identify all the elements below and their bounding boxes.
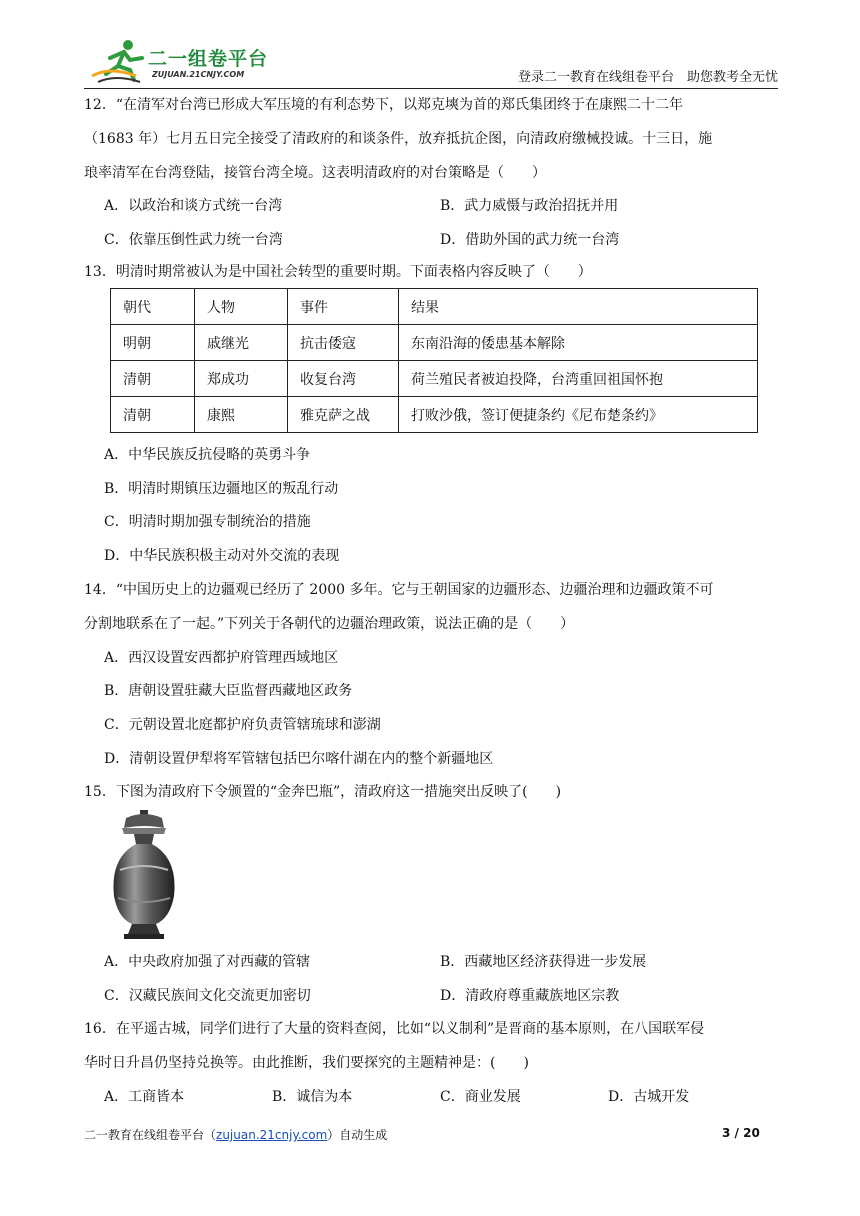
table-cell: 事件 [288, 289, 399, 325]
q14-option-d[interactable]: D．清朝设置伊犁将军管辖包括巴尔喀什湖在内的整个新疆地区 [104, 751, 494, 767]
header-slogan[interactable]: 登录二一教育在线组卷平台 助您教考全无忧 [517, 70, 778, 85]
logo-title: 二一组卷平台 [148, 48, 269, 70]
q12-option-a[interactable]: A．以政治和谈方式统一台湾 [104, 198, 283, 214]
q13-table [110, 288, 758, 433]
q13-option-a[interactable]: A．中华民族反抗侵略的英勇斗争 [104, 447, 311, 463]
q14-option-a[interactable]: A．西汉设置安西都护府管理西域地区 [104, 650, 339, 666]
table-cell: 结果 [399, 289, 758, 325]
site-logo[interactable] [90, 36, 290, 84]
q16-stem-line2: 华时日升昌仍坚持兑换等。由此推断，我们要探究的主题精神是：( ) [84, 1055, 529, 1071]
q13-option-c[interactable]: C．明清时期加强专制统治的措施 [104, 514, 311, 530]
q12-stem-line3: 琅率清军在台湾登陆，接管台湾全境。这表明清政府的对台策略是（ ） [84, 165, 546, 181]
table-cell: 郑成功 [195, 361, 288, 397]
table-cell: 明朝 [111, 325, 195, 361]
table-cell: 清朝 [111, 397, 195, 433]
q12-option-d[interactable]: D．借助外国的武力统一台湾 [440, 232, 620, 248]
q15-option-d[interactable]: D．清政府尊重藏族地区宗教 [440, 988, 620, 1004]
footer-link[interactable]: zujuan.21cnjy.com [216, 1128, 328, 1142]
runner-logo-icon [90, 36, 150, 84]
q14-option-b[interactable]: B．唐朝设置驻藏大臣监督西藏地区政务 [104, 683, 353, 699]
table-cell: 朝代 [111, 289, 195, 325]
q12-stem-line2: （1683 年）七月五日完全接受了清政府的和谈条件，放弃抵抗企图，向清政府缴械投诚。十三日，施 [84, 131, 713, 147]
table-cell: 荷兰殖民者被迫投降，台湾重回祖国怀抱 [399, 361, 758, 397]
table-row [111, 397, 758, 433]
q12-option-b[interactable]: B．武力威慑与政治招抚并用 [440, 198, 619, 214]
q13-option-b[interactable]: B．明清时期镇压边疆地区的叛乱行动 [104, 481, 339, 497]
q13-option-d[interactable]: D．中华民族积极主动对外交流的表现 [104, 548, 340, 564]
q12-stem-line1: 12．“在清军对台湾已形成大军压境的有利态势下，以郑克塽为首的郑氏集团终于在康熙二十二年 [84, 97, 683, 113]
table-cell: 清朝 [111, 361, 195, 397]
page-number: 3 / 20 [722, 1126, 760, 1140]
q15-option-b[interactable]: B．西藏地区经济获得进一步发展 [440, 954, 647, 970]
q16-stem-line1: 16．在平遥古城，同学们进行了大量的资料查阅，比如“以义制利”是晋商的基本原则，在八国联军侵 [84, 1021, 705, 1037]
page-header [84, 36, 778, 89]
footer-source [84, 1126, 387, 1143]
table-cell: 雅克萨之战 [288, 397, 399, 433]
table-cell: 东南沿海的倭患基本解除 [399, 325, 758, 361]
table-cell: 打败沙俄，签订便捷条约《尼布楚条约》 [399, 397, 758, 433]
q14-stem-line1: 14．“中国历史上的边疆观已经历了 2000 多年。它与王朝国家的边疆形态、边疆治理和边疆政策不可 [84, 582, 714, 598]
table-row [111, 325, 758, 361]
table-cell: 抗击倭寇 [288, 325, 399, 361]
q14-option-c[interactable]: C．元朝设置北庭都护府负责管辖琉球和澎湖 [104, 717, 381, 733]
q15-option-a[interactable]: A．中央政府加强了对西藏的管辖 [104, 954, 311, 970]
table-cell: 收复台湾 [288, 361, 399, 397]
q14-stem-line2: 分割地联系在了一起。”下列关于各朝代的边疆治理政策，说法正确的是（ ） [84, 616, 575, 632]
footer-suffix: ）自动生成 [327, 1128, 388, 1142]
footer-prefix: 二一教育在线组卷平台（ [84, 1128, 217, 1142]
q16-option-d[interactable]: D．古城开发 [608, 1089, 690, 1105]
q16-option-c[interactable]: C．商业发展 [440, 1089, 521, 1105]
q12-option-c[interactable]: C．依靠压倒性武力统一台湾 [104, 232, 283, 248]
q15-stem: 15．下图为清政府下令颁置的“金奔巴瓶”，清政府这一措施突出反映了( ) [84, 784, 562, 800]
table-row [111, 361, 758, 397]
table-cell: 康熙 [195, 397, 288, 433]
golden-urn-image [104, 808, 184, 940]
q13-stem: 13．明清时期常被认为是中国社会转型的重要时期。下面表格内容反映了（ ） [84, 264, 592, 280]
table-header-row [111, 289, 758, 325]
q15-option-c[interactable]: C．汉藏民族间文化交流更加密切 [104, 988, 311, 1004]
table-cell: 戚继光 [195, 325, 288, 361]
table-cell: 人物 [195, 289, 288, 325]
q16-option-a[interactable]: A．工商皆本 [104, 1089, 185, 1105]
q16-option-b[interactable]: B．诚信为本 [272, 1089, 353, 1105]
logo-subtitle: ZUJUAN.21CNJY.COM [152, 70, 245, 79]
